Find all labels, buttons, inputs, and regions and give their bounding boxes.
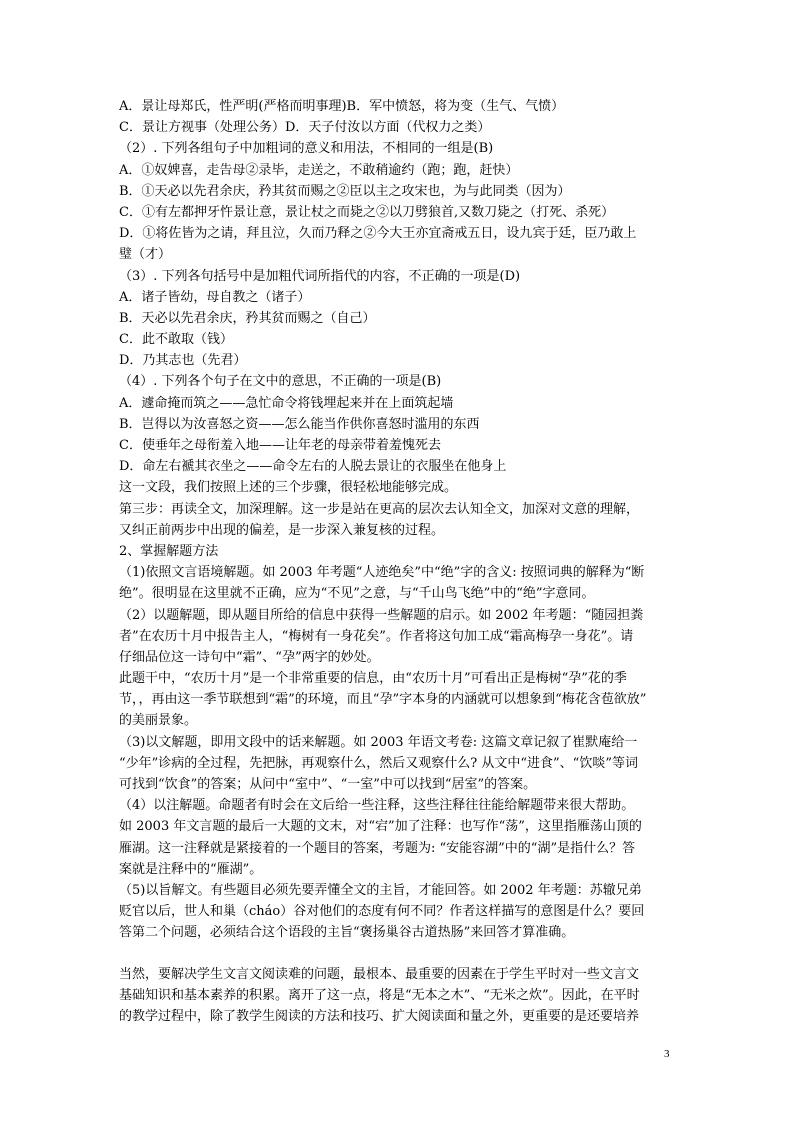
text-line: （5)以旨解文。有些题目必须先要弄懂全文的主旨，才能回答。如 2002 年考题：苏辙兄弟 (119, 882, 642, 898)
text-line: A．遽命掩而筑之——急忙命令将钱埋起来并在上面筑起墙 (119, 395, 454, 411)
text-line: （4）. 下列各个句子在文中的意思，不正确的一项是(B) (119, 374, 442, 390)
text-line: C．①有左都押牙忤景让意，景让杖之而毙之②以刀劈狼首,又数刀毙之（打死、杀死） (119, 204, 615, 220)
text-line: 此题干中，“农历十月”是一个非常重要的信息，由“农历十月”可看出正是梅树“孕”花的季 (119, 671, 627, 687)
text-line: 又纠正前两步中出现的偏差，是一步深入兼复核的过程。 (119, 522, 445, 538)
text-line: 基础知识和基本素养的积累。离开了这一点，将是“无本之木”、“无米之炊”。因此，在平时 (119, 987, 640, 1003)
text-line: （2）以题解题，即从题目所给的信息中获得一些解题的启示。如 2002 年考题：“随园担粪 (119, 607, 644, 623)
text-line: 绝”。很明显在这里就不正确，应为“不见”之意，与“千山鸟飞绝”中的“绝”字意同。 (119, 586, 595, 602)
text-line: A．景让母郑氏，性严明(严格而明事理)B．军中愤怒，将为变（生气、气愤） (119, 99, 565, 114)
text-line: B．天必以先君余庆，矜其贫而赐之（自己） (119, 310, 376, 326)
text-line: C．使垂年之母衔羞入地——让年老的母亲带着羞愧死去 (119, 438, 441, 453)
text-line: B．①天必以先君余庆，矜其贫而赐之②臣以主之攻宋也，为与此同类（因为） (119, 183, 571, 199)
text-line: 者”在农历十月中报告主人，“梅树有一身花矣”。作者将这句加工成“霜高梅孕一身花”。请 (119, 628, 634, 644)
text-line: D．命左右褫其衣坐之——命令左右的人脱去景让的衣服坐在他身上 (119, 459, 507, 475)
text-line: 当然，要解决学生文言文阅读难的问题，最根本、最重要的因素在于学生平时对一些文言文 (119, 966, 640, 982)
text-line: C．景让方视事（处理公务）D．天子付汝以方面（代权力之类） (119, 120, 491, 136)
text-line: 的教学过程中，除了教学生阅读的方法和技巧、扩大阅读面和量之外，更重要的是还要培养 (119, 1008, 640, 1024)
text-line: （3）. 下列各句括号中是加粗代词所指代的内容，不正确的一项是(D) (119, 268, 521, 284)
page-number: 3 (664, 1048, 670, 1060)
text-line: 案就是注释中的“雁湖”。 (119, 861, 263, 877)
text-line: 璧（才） (119, 247, 172, 263)
text-line: （3)以文解题，即用文段中的话来解题。如 2003 年语文考卷: 这篇文章记叙了崔默庵给一 (119, 734, 638, 750)
paragraph-gap (119, 944, 679, 964)
text-line: （4）以注解题。命题者有时会在文后给一些注释，这些注释往往能给解题带来很大帮助。 (119, 798, 635, 814)
text-line: 这一文段，我们按照上述的三个步骤，很轻松地能够完成。 (119, 480, 458, 496)
text-line: 如 2003 年文言题的最后一大题的文末，对“宕”加了注释：也写作“荡”，这里指雁荡山顶的 (119, 819, 642, 835)
text-line: B．岂得以为汝喜怒之资——怎么能当作供你喜怒时滥用的东西 (119, 416, 480, 432)
page-body (119, 96, 679, 1027)
text-block-conclusion (119, 964, 679, 1028)
text-line: 的美丽景象。 (119, 713, 198, 729)
text-line: A．①奴婢喜，走告母②录毕，走送之，不敢稍逾约（跑；跑，赶快） (119, 162, 519, 178)
text-line: （2）. 下列各组句子中加粗词的意义和用法，不相同的一组是(B) (119, 141, 494, 157)
text-line: 贬官以后，世人和巢（cháo）谷对他们的态度有何不同？作者这样描写的意图是什么？要回 (119, 904, 645, 920)
text-line: A．诸子皆幼，母自教之（诸子） (119, 289, 311, 305)
text-line: “少年”诊病的全过程，先把脉，再观察什么，然后又观察什么? 从文中“进食”、“饮啖”等词 (119, 755, 638, 771)
text-line: C．此不敢取（钱） (119, 332, 233, 348)
text-line: 答第二个问题，必须结合这个语段的主旨“褒扬巢谷古道热肠”来回答才算准确。 (119, 925, 575, 941)
text-line: 仔细品位这一诗句中“霜”、“孕”两字的妙处。 (119, 649, 380, 665)
text-line: 第三步：再读全文，加深理解。这一步是站在更高的层次去认知全文，加深对文意的理解， (119, 501, 640, 517)
text-line: 可找到“饮食”的答案；从问中“室中”、“一室”中可以找到“居室”的答案。 (119, 777, 537, 792)
text-line: D．①将佐皆为之请，拜且泣，久而乃释之②今大王亦宜斋戒五日，设九宾于廷，臣乃敢上 (119, 226, 637, 242)
text-line: 雁湖。这一注释就是紧接着的一个题目的答案，考题为: “安能容湖”中的“湖”是指什么？答 (119, 840, 636, 856)
text-block-questions-and-methods (119, 96, 679, 944)
text-line: 2、掌握解题方法 (119, 543, 219, 559)
text-line: D．乃其志也（先君） (119, 353, 247, 369)
text-line: 节，，再由这一季节联想到“霜”的环境，而且“孕”字本身的内涵就可以想象到“梅花含苞欲放” (119, 692, 647, 708)
text-line: （1)依照文言语境解题。如 2003 年考题“人迹绝矣”中“绝”字的含义: 按照词典的解释为“断 (119, 565, 645, 581)
